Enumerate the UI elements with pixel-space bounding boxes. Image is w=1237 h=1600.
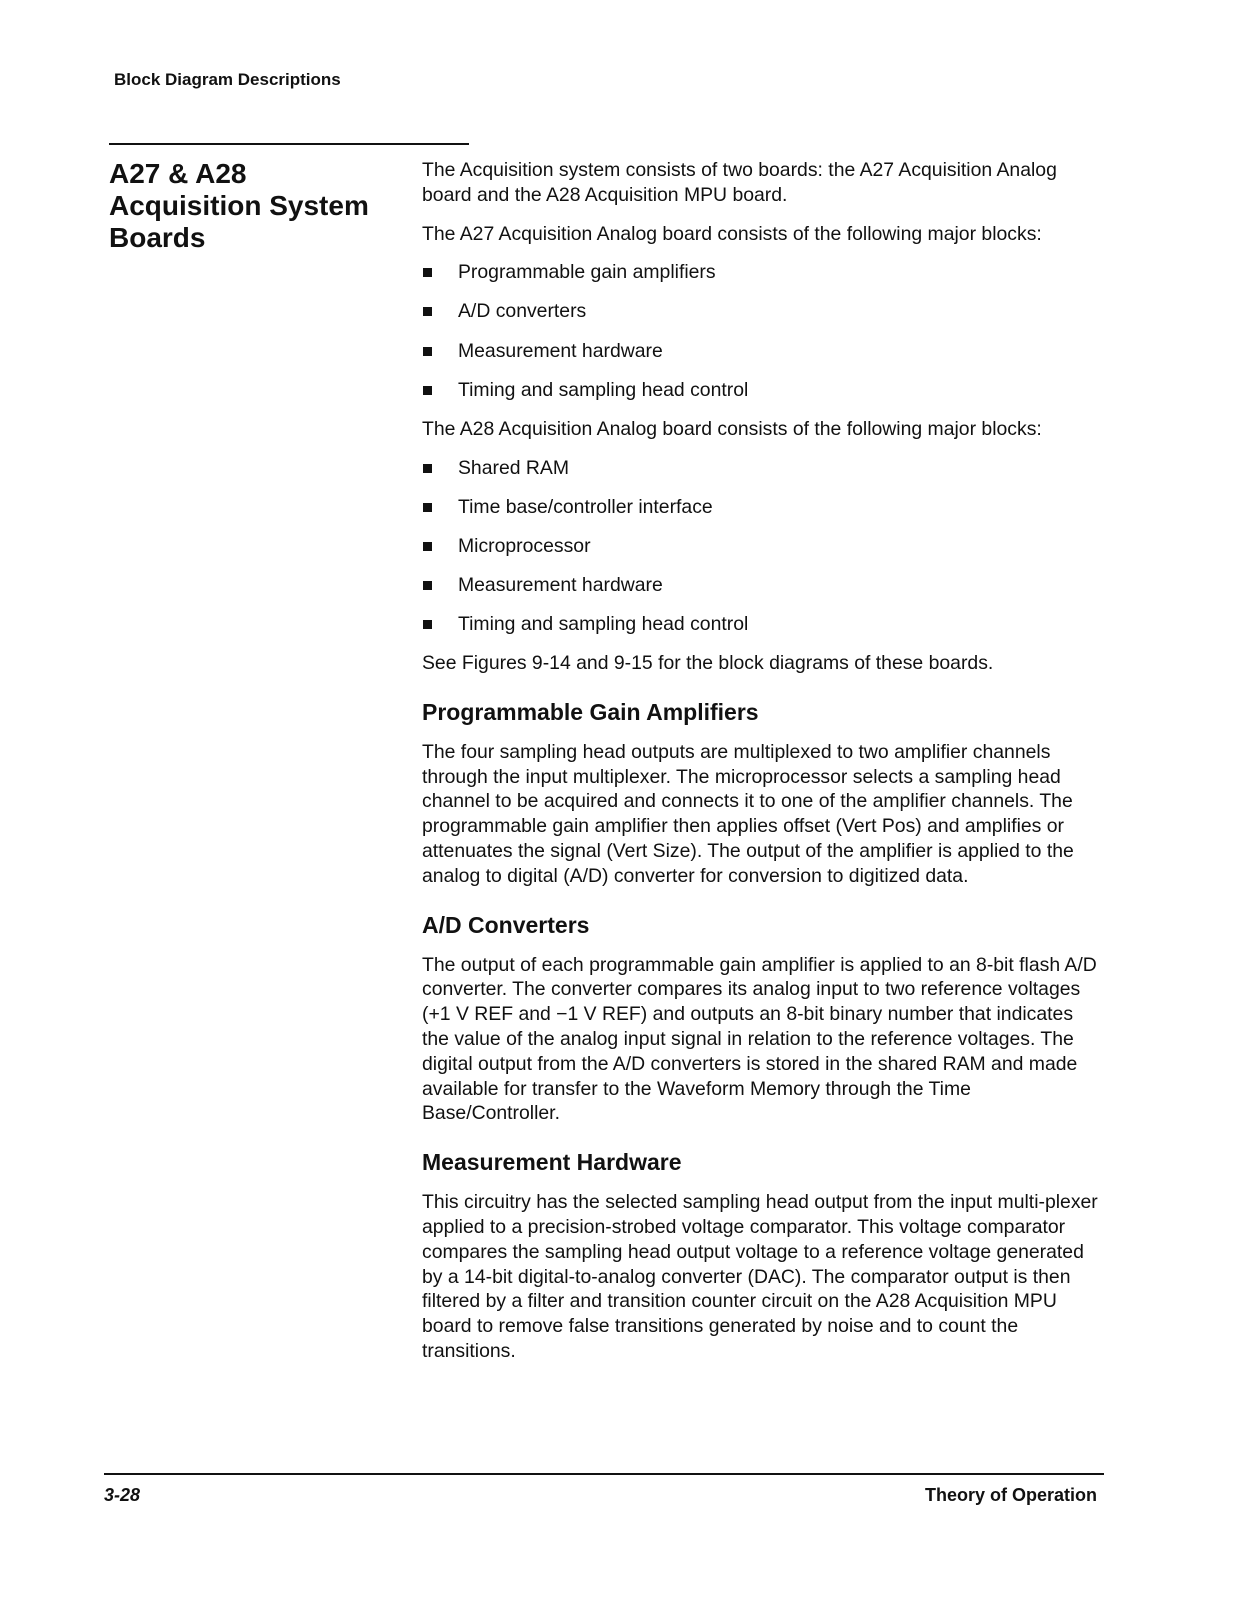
list-item-text: Shared RAM <box>458 456 570 479</box>
list-item-text: A/D converters <box>458 300 587 323</box>
subsection-body-ad-converters: The output of each programmable gain amplifier is applied to an 8-bit flash A/D converter. The converter compares its analog input to two reference voltages (+1 V REF and −1 V REF) and outputs an 8-bit binary number that indicates the value of the analog input signal in relation to the reference voltages. The digital output from the A/D converters is stored in the shared RAM and made available for transfer to the Waveform Memory through the Time Base/Controller. <box>422 953 1097 1125</box>
square-bullet-icon <box>423 268 432 277</box>
square-bullet-icon <box>423 581 432 590</box>
subsection-body-pga: The four sampling head outputs are multiplexed to two amplifier channels through the input multiplexer. The microprocessor selects a sampling head channel to be acquired and connects it to one of the amplifier channels. The programmable gain amplifier then applies offset (Vert Pos) and amplifies or attenuates the signal (Vert Size). The output of the amplifier is applied to the analog to digital (A/D) converter for conversion to digitized data. <box>422 740 1074 887</box>
square-bullet-icon <box>423 542 432 551</box>
section-title-line-1: A27 & A28 <box>109 158 247 189</box>
list-item-text: Microprocessor <box>458 534 591 557</box>
subsection-body-measurement-hardware: This circuitry has the selected sampling head output from the input multi-plexer applied to a precision-strobed voltage comparator. This voltage comparator compares the sampling head output voltage to a reference voltage generated by a 14-bit digital-to-analog converter (DAC). The comparator output is then filtered by a filter and transition counter circuit on the A28 Acquisition MPU board to remove false transitions generated by noise and to count the transitions. <box>422 1191 1098 1362</box>
section-title-line-2: Acquisition System <box>109 190 369 221</box>
list-item <box>422 260 1102 285</box>
list-item <box>422 299 1102 324</box>
subsection-heading-measurement-hardware: Measurement Hardware <box>422 1149 682 1176</box>
figures-reference: See Figures 9-14 and 9-15 for the block diagrams of these boards. <box>422 652 994 675</box>
subsection-heading-ad-converters: A/D Converters <box>422 911 590 938</box>
intro-paragraph: The Acquisition system consists of two boards: the A27 Acquisition Analog board and the A28 Acquisition MPU board. <box>422 159 1057 206</box>
list-item <box>422 378 1102 403</box>
page-number: 3-28 <box>104 1485 141 1505</box>
square-bullet-icon <box>423 307 432 316</box>
section-title-line-3: Boards <box>109 222 206 253</box>
footer-title: Theory of Operation <box>924 1485 1097 1505</box>
square-bullet-icon <box>423 620 432 629</box>
list-item-text: Timing and sampling head control <box>458 378 749 401</box>
running-head: Block Diagram Descriptions <box>114 70 341 89</box>
list-item <box>422 612 1102 637</box>
a28-blocks-list <box>422 456 1102 637</box>
footer-rule <box>104 1473 1104 1475</box>
a27-blocks-list <box>422 260 1102 402</box>
section-title <box>109 158 399 254</box>
body-column <box>422 158 1102 1378</box>
list-item-text: Measurement hardware <box>458 573 663 596</box>
list-item-text: Measurement hardware <box>458 339 663 362</box>
list-item <box>422 495 1102 520</box>
square-bullet-icon <box>423 347 432 356</box>
list-item <box>422 456 1102 481</box>
list-item <box>422 339 1102 364</box>
list-item-text: Programmable gain amplifiers <box>458 261 716 284</box>
square-bullet-icon <box>423 386 432 395</box>
list-item <box>422 534 1102 559</box>
list-item-text: Timing and sampling head control <box>458 612 749 635</box>
a27-blocks-lead: The A27 Acquisition Analog board consists of the following major blocks: <box>422 222 1042 245</box>
section-rule <box>109 143 469 145</box>
list-item-text: Time base/controller interface <box>458 495 713 518</box>
subsection-heading-pga: Programmable Gain Amplifiers <box>422 698 759 725</box>
list-item <box>422 573 1102 598</box>
a28-blocks-lead: The A28 Acquisition Analog board consists of the following major blocks: <box>422 417 1042 440</box>
square-bullet-icon <box>423 464 432 473</box>
square-bullet-icon <box>423 503 432 512</box>
